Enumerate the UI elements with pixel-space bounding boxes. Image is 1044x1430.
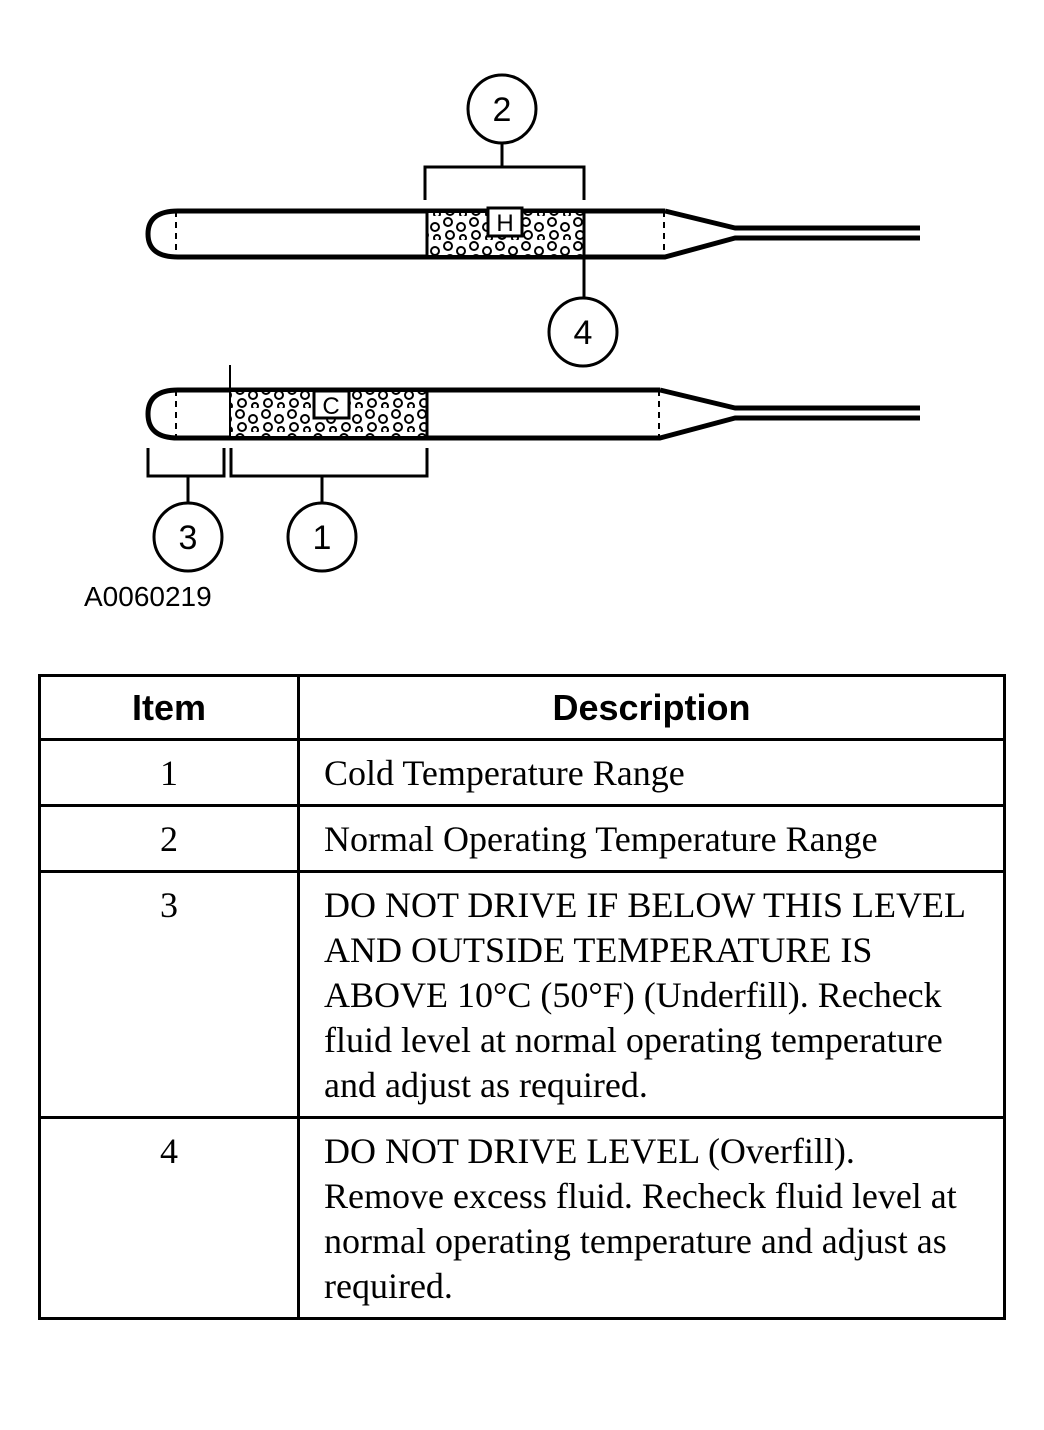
dipstick-cold	[148, 365, 920, 438]
callout-1	[231, 448, 427, 571]
table-row	[40, 872, 1005, 1118]
callout-3-number: 3	[178, 519, 198, 557]
callout-2-number: 2	[492, 91, 512, 129]
callout-2	[425, 75, 584, 200]
header-item: Item	[40, 676, 299, 740]
table-row	[40, 1118, 1005, 1319]
figure-id: A0060219	[84, 581, 212, 612]
dipstick-diagram	[0, 0, 1044, 640]
callout-4-number: 4	[573, 314, 593, 352]
header-description: Description	[299, 676, 1005, 740]
item-description: DO NOT DRIVE LEVEL (Overfill). Remove excess fluid. Recheck fluid level at normal operating temperature and adjust as required.	[299, 1118, 1005, 1319]
item-number: 3	[40, 872, 299, 1118]
item-description: DO NOT DRIVE IF BELOW THIS LEVEL AND OUTSIDE TEMPERATURE IS ABOVE 10°C (50°F) (Underfill). Recheck fluid level at normal operating temperature and adjust as required.	[299, 872, 1005, 1118]
item-number: 4	[40, 1118, 299, 1319]
item-description: Normal Operating Temperature Range	[299, 806, 1005, 872]
callout-4	[549, 257, 617, 366]
legend-table	[38, 674, 1006, 1320]
table-header-row	[40, 676, 1005, 740]
dipstick-hot	[148, 208, 920, 257]
item-number: 1	[40, 740, 299, 806]
item-description: Cold Temperature Range	[299, 740, 1005, 806]
cold-marker-letter: C	[322, 393, 340, 420]
item-number: 2	[40, 806, 299, 872]
callout-1-number: 1	[312, 519, 332, 557]
table-row	[40, 740, 1005, 806]
table-row	[40, 806, 1005, 872]
hot-marker-letter: H	[496, 210, 514, 237]
callout-3	[148, 448, 224, 571]
